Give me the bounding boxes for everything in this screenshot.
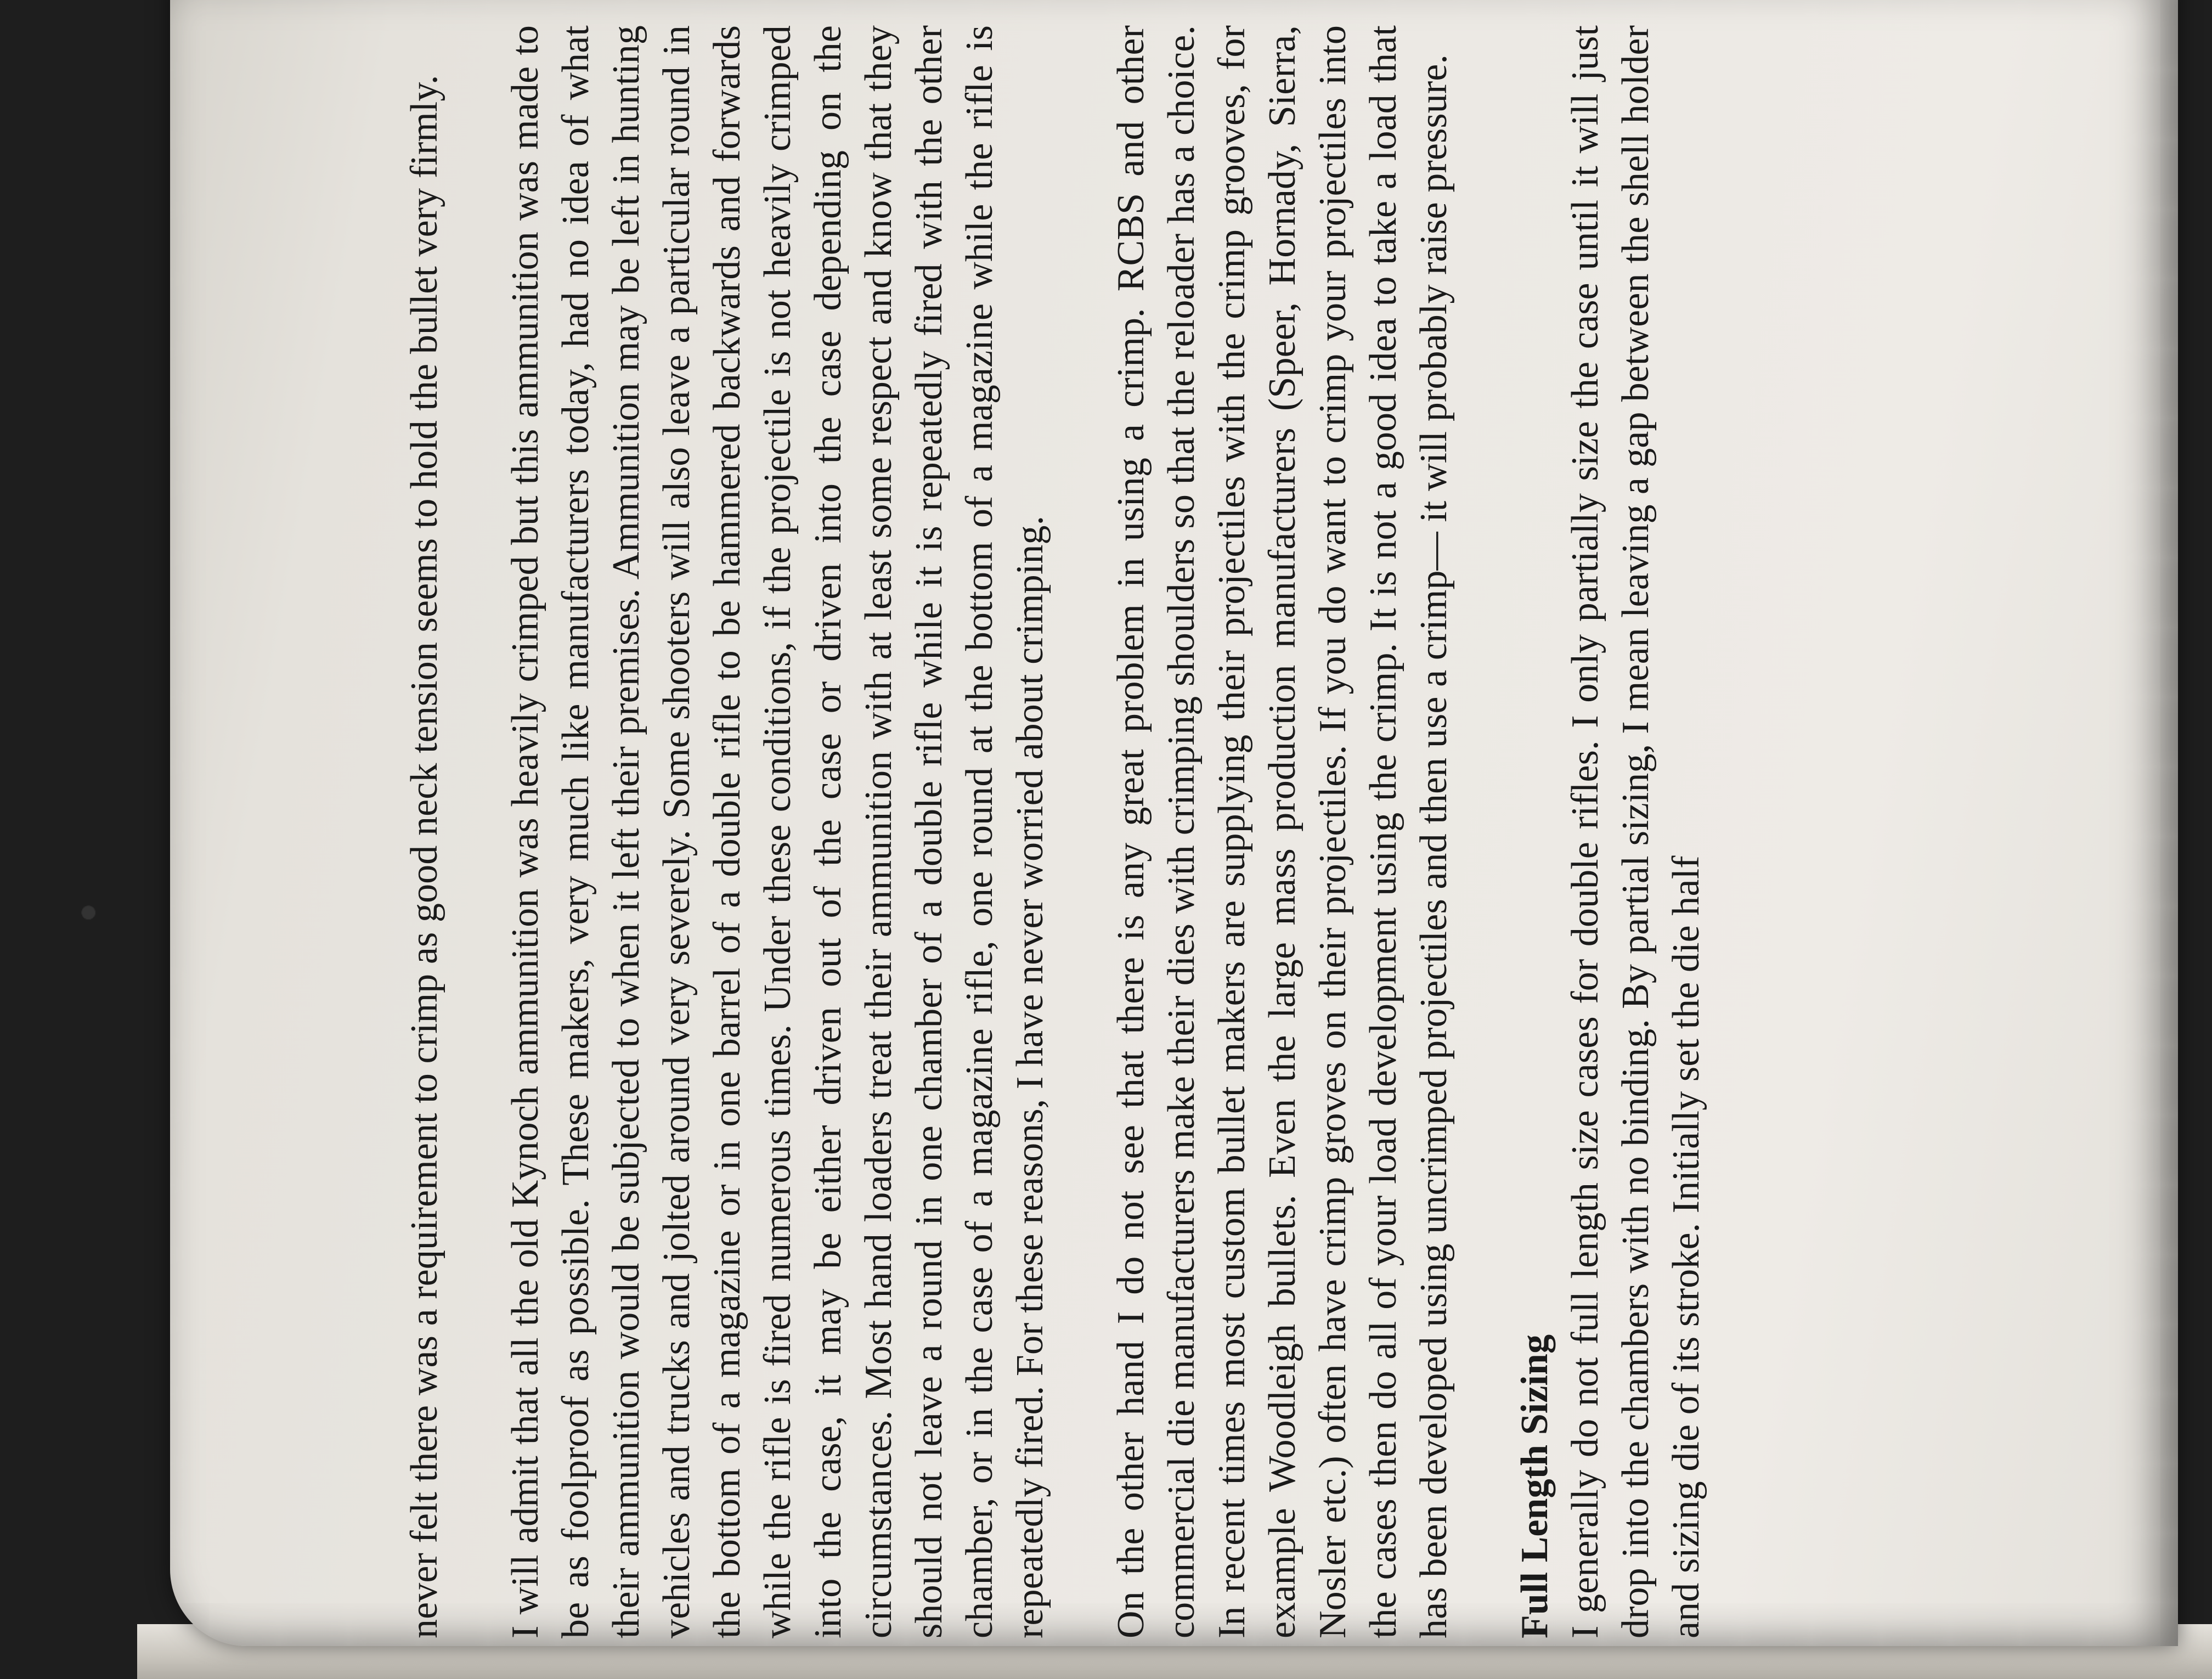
page-text-block — [399, 25, 2128, 1638]
paragraph-crimp-dies: On the other hand I do not see that there is any great problem in using a crimp. RCBS and other commercial die manufacturers make their dies with crimping shoulders so that the reloader has a choice. In recent times most custom bullet makers are supplying their projectiles with the crimp grooves, for example Woodleigh bullets. Even the large mass production manufacturers (Speer, Hornady, Sierra, Nosler etc.) often have crimp groves on their projectiles. If you do want to crimp your projectiles into the cases then do all of your load development using the crimp. It is not a good idea to take a load that has been developed using uncrimped projectiles and then use a crimp— it will probably raise pressure. — [1110, 25, 1455, 1638]
paragraph-neck-tension: never felt there was a requirement to crimp as good neck tension seems to hold the bullet very firmly. — [403, 75, 445, 1638]
paragraph-full-length-sizing: I generally do not full length size cases for double rifles. I only partially size the case until it will just drop into the chambers with no binding. By partial sizing, I mean leaving a gap between the shell holder and sizing die of its stroke. Initially set the die half — [1564, 25, 1707, 1638]
section-heading: Full Length Sizing — [1514, 1334, 1556, 1638]
paragraph-kynoch-ammunition: I will admit that all the old Kynoch ammunition was heavily crimped but this ammunition was made to be as foolproof as possible. These makers, very much like manufacturers today, had no idea of what their ammunition would be subjected to when it left their premises. Ammunition may be left in hunting vehicles and trucks and jolted around very severely. Some shooters will also leave a particular round in the bottom of a magazine or in one barrel of a double rifle to be hammered backwards and forwards while the rifle is fired numerous times. Under these conditions, if the projectile is not heavily crimped into the case, it may be either driven out of the case or driven into the case depending on the circumstances. Most hand loaders treat their ammunition with at least some respect and know that they should not leave a round in one chamber of a double rifle while it is repeatedly fired with the other chamber, or in the case of a magazine rifle, one round at the bottom of a magazine while the rifle is repeatedly fired. For these reasons, I have never worried about crimping. — [504, 25, 1051, 1638]
